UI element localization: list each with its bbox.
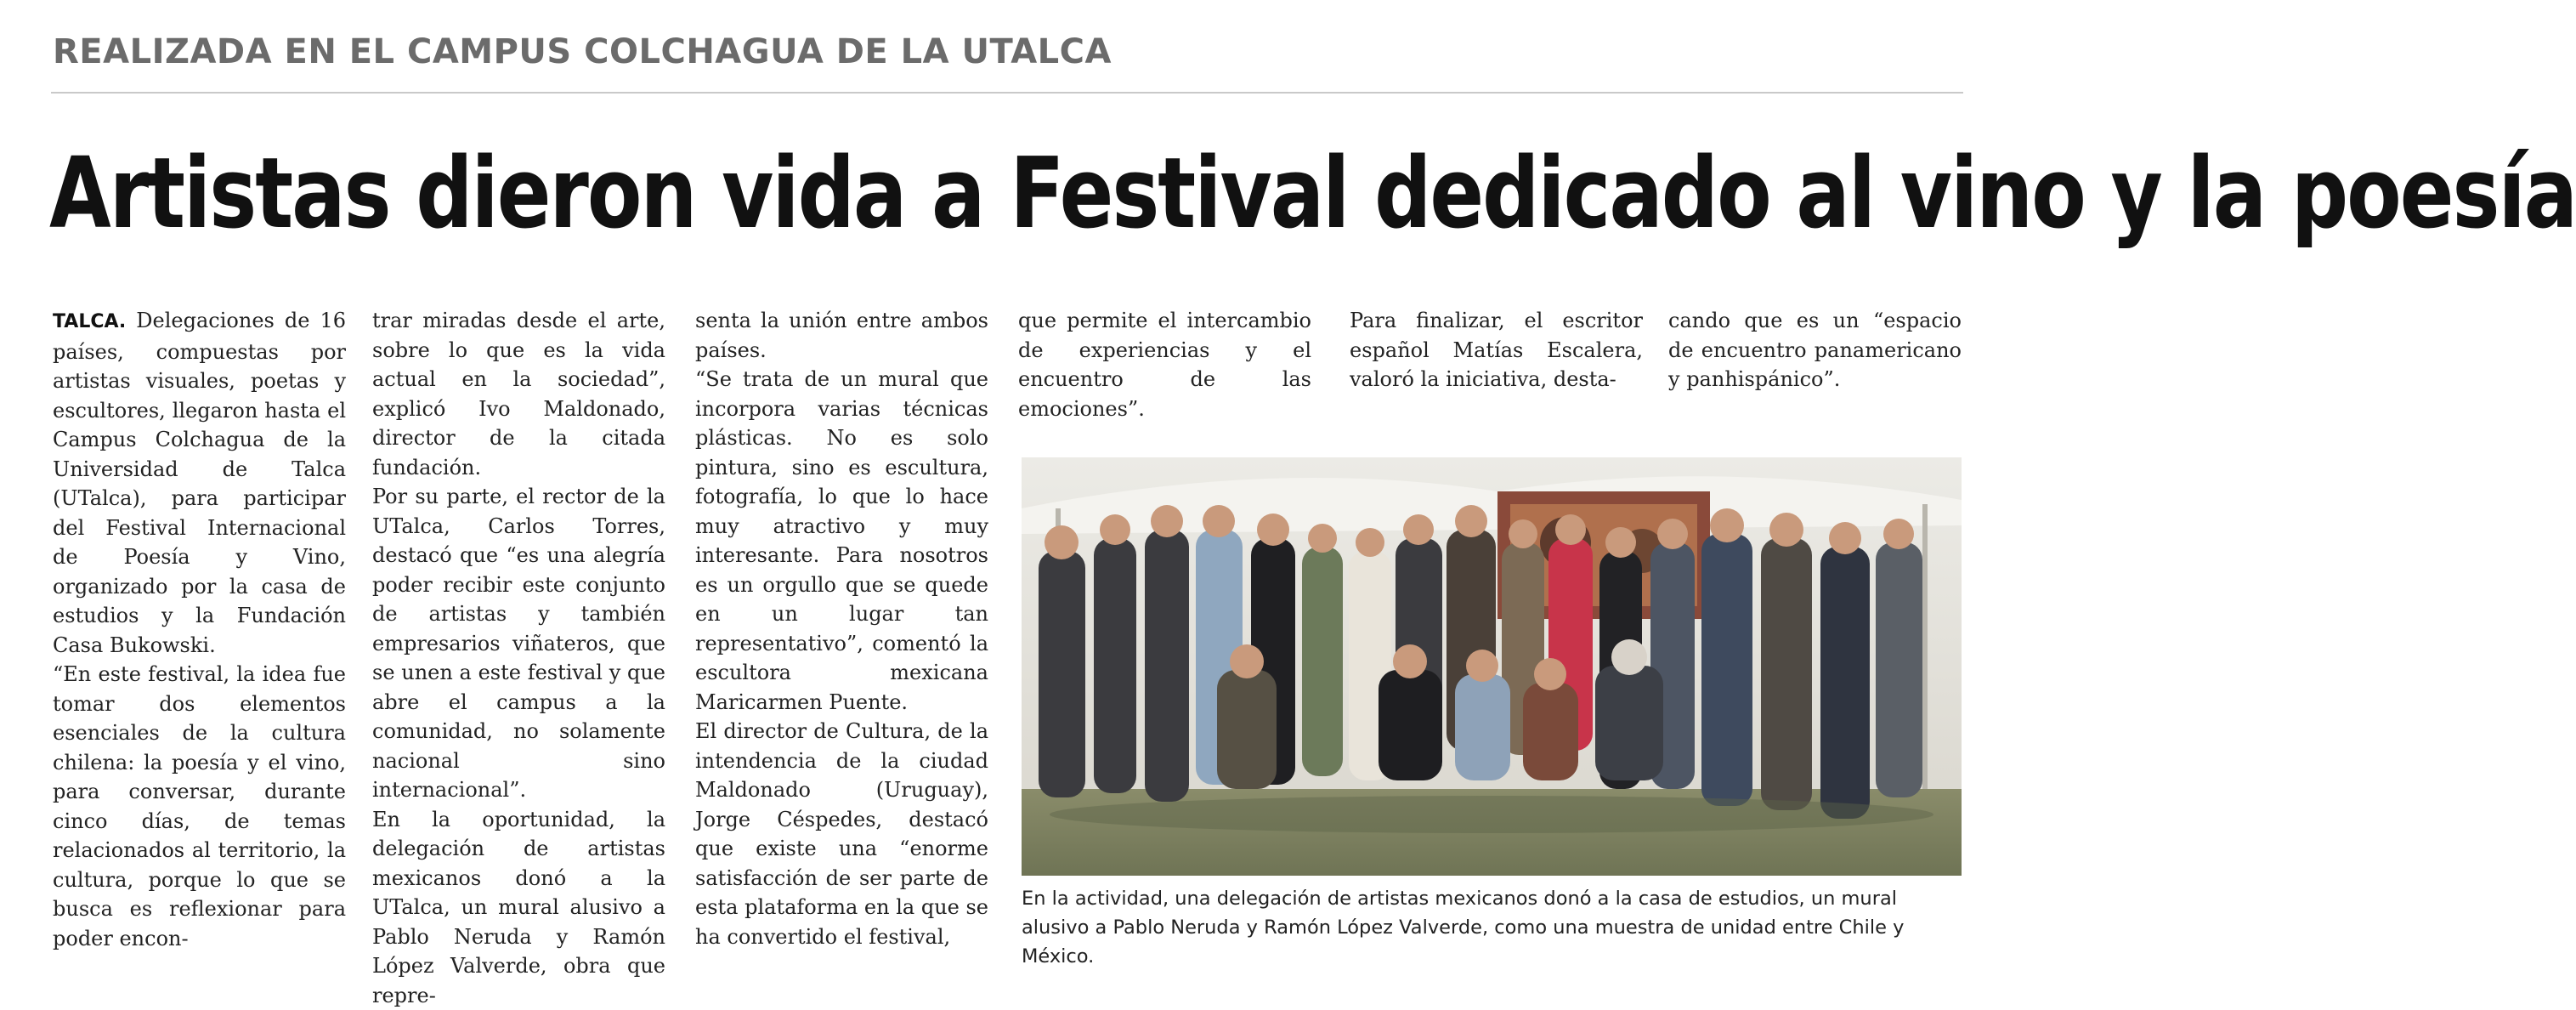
article-column-1 <box>53 306 346 953</box>
article-column-6 <box>1668 306 1962 394</box>
paragraph: “En este festival, la idea fue tomar dos elementos esenciales de la cultura chilena: la poesía y el vino, para conversar, durante cinco días, de temas relacionados al territorio, la cultura, porque lo que se busca es reflexionar para poder encon- <box>53 660 346 953</box>
paragraph: Para finalizar, el escritor español Matías Escalera, valoró la iniciativa, desta- <box>1350 306 1643 394</box>
article-column-3 <box>695 306 988 951</box>
article-column-4 <box>1018 306 1311 423</box>
paragraph: senta la unión entre ambos países. <box>695 306 988 365</box>
paragraph: El director de Cultura, de la intendencia de la ciudad Maldonado (Uruguay), Jorge Céspedes, destacó que existe una “enorme satisfacción de ser parte de esta plataforma en la que se ha convertido el festival, <box>695 717 988 951</box>
paragraph: En la oportunidad, la delegación de artistas mexicanos donó a la UTalca, un mural alusivo a Pablo Neruda y Ramón López Valverde, obra que repre- <box>372 805 665 1010</box>
article-column-5 <box>1350 306 1643 394</box>
paragraph: cando que es un “espacio de encuentro panamericano y panhispánico”. <box>1668 306 1962 394</box>
divider <box>51 92 1963 94</box>
paragraph: que permite el intercambio de experiencias y el encuentro de las emociones”. <box>1018 306 1311 423</box>
article-column-2 <box>372 306 665 1010</box>
headline: Artistas dieron vida a Festival dedicado al vino y la poesía <box>49 128 1979 263</box>
paragraph <box>53 306 346 660</box>
photo-caption: En la actividad, una delegación de artistas mexicanos donó a la casa de estudios, un mural alusivo a Pablo Neruda y Ramón López Valverde, como una muestra de unidad entre Chile y México. <box>1022 884 1965 971</box>
paragraph: “Se trata de un mural que incorpora varias técnicas plásticas. No es solo pintura, sino es escultura, fotografía, lo que lo hace muy atractivo y muy interesante. Para nosotros es un orgullo que se quede en un lugar tan representativo”, comentó la escultora mexicana Maricarmen Puente. <box>695 365 988 717</box>
kicker: REALIZADA EN EL CAMPUS COLCHAGUA DE LA UTALCA <box>53 32 1112 71</box>
paragraph: trar miradas desde el arte, sobre lo que es la vida actual en la sociedad”, explicó Ivo Maldonado, director de la citada fundación. <box>372 306 665 482</box>
paragraph: Por su parte, el rector de la UTalca, Carlos Torres, destacó que “es una alegría poder recibir este conjunto de artistas y también empresarios viñateros, que se unen a este festival y que abre el campus a la comunidad, no solamente nacional sino internacional”. <box>372 482 665 805</box>
group-photo <box>1022 457 1962 876</box>
group-photo-illustration <box>1022 457 1962 876</box>
dateline: TALCA. <box>53 311 126 332</box>
paragraph-text: Delegaciones de 16 países, compuestas por artistas visuales, poetas y escultores, llegaron hasta el Campus Colchagua de la Universidad de Talca (UTalca), para participar del Festival Internacional de Poesía y Vino, organizado por la casa de estudios y la Fundación Casa Bukowski. <box>53 309 346 657</box>
